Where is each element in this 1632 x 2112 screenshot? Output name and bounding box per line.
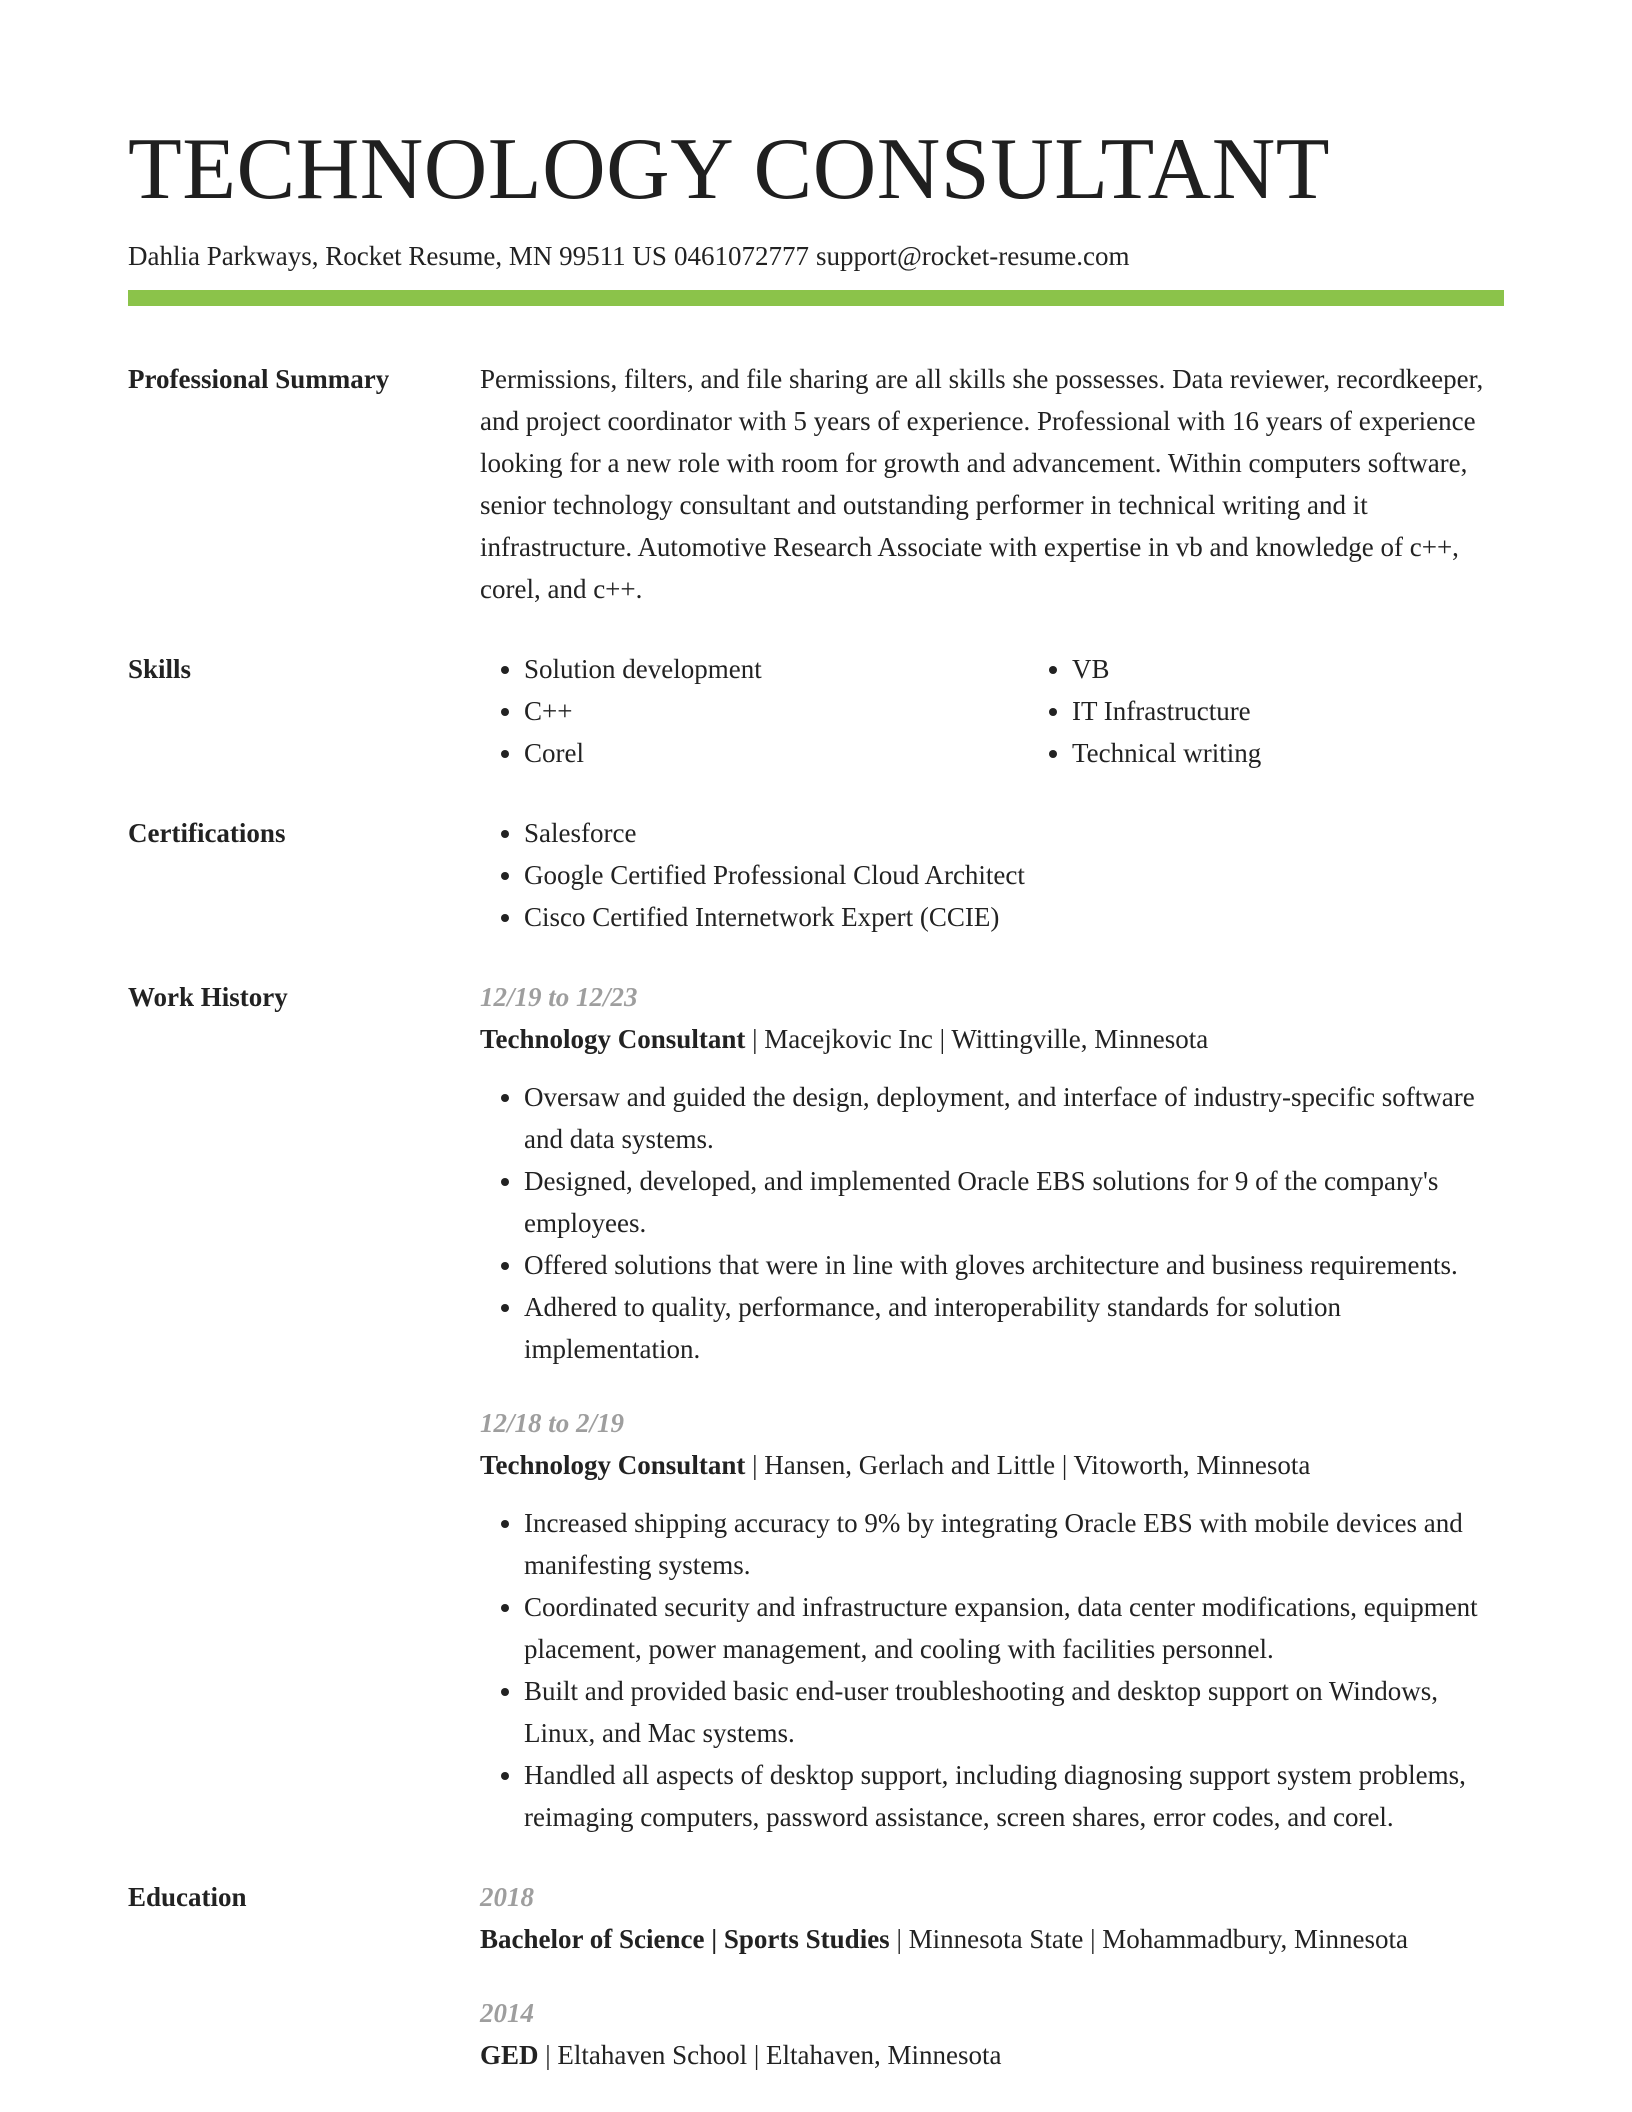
education-year: 2018: [480, 1882, 534, 1912]
job-bullet: • Handled all aspects of desktop support, including diagnosing support system problems, reimaging computers, password assistance, screen shares, error codes, and corel.: [524, 1754, 1504, 1838]
education-degree: Bachelor of Science | Sports Studies: [480, 1924, 890, 1954]
contact-address: Dahlia Parkways, Rocket Resume, MN 99511 US: [128, 241, 667, 271]
job-heading: [480, 1018, 1504, 1060]
contact-phone: 0461072777: [673, 241, 809, 271]
job-bullet: • Coordinated security and infrastructure expansion, data center modifications, equipment placement, power management, and cooling with facilities personnel.: [524, 1586, 1504, 1670]
certifications-heading: Certifications: [128, 818, 286, 848]
education-heading-line: [480, 2034, 1504, 2076]
education-year: 2014: [480, 1998, 534, 2028]
education-school-location: | Minnesota State | Mohammadbury, Minnesota: [889, 1924, 1408, 1954]
skills-grid: [480, 648, 1576, 774]
contact-line: [128, 238, 1504, 274]
education-section: [128, 1876, 1504, 2076]
skill-item: • VB: [1072, 648, 1576, 690]
job-bullet: • Offered solutions that were in line with gloves architecture and business requirements.: [524, 1244, 1504, 1286]
resume-title: TECHNOLOGY CONSULTANT: [128, 121, 1331, 218]
skill-item: • Technical writing: [1072, 732, 1576, 774]
job-bullet: • Built and provided basic end-user troubleshooting and desktop support on Windows, Linux, and Mac systems.: [524, 1670, 1504, 1754]
skill-item: • Solution development: [524, 648, 1028, 690]
education-heading: Education: [128, 1882, 247, 1912]
skills-heading: Skills: [128, 654, 192, 684]
job-bullets: [480, 1502, 1504, 1838]
education-school-location: | Eltahaven School | Eltahaven, Minnesota: [538, 2040, 1002, 2070]
contact-email: support@rocket-resume.com: [815, 241, 1130, 271]
skills-column-2: [1028, 648, 1576, 774]
certifications-list: [480, 812, 1504, 938]
certification-item: • Google Certified Professional Cloud Architect: [524, 854, 1504, 896]
education-entry: [480, 1992, 1504, 2076]
job-entry: [480, 1402, 1504, 1838]
summary-section: [128, 358, 1504, 610]
skill-item: • IT Infrastructure: [1072, 690, 1576, 732]
skills-section: [128, 648, 1504, 774]
job-entry: [480, 976, 1504, 1370]
summary-text: Permissions, filters, and file sharing are all skills she possesses. Data reviewer, recordkeeper, and project coordinator with 5 years of experience. Professional with 16 years of experience looking for a new role with room for growth and advancement. Within computers software, senior technology consultant and outstanding performer in technical writing and it infrastructure. Automotive Research Associate with expertise in vb and knowledge of c++, corel, and c++.: [480, 364, 1484, 604]
work-history-section: [128, 976, 1504, 1838]
certifications-section: [128, 812, 1504, 938]
certification-item: • Cisco Certified Internetwork Expert (CCIE): [524, 896, 1504, 938]
job-company-location: | Hansen, Gerlach and Little | Vitoworth, Minnesota: [745, 1450, 1311, 1480]
job-company-location: | Macejkovic Inc | Wittingville, Minnesota: [745, 1024, 1209, 1054]
education-entry: [480, 1876, 1504, 1960]
job-title: Technology Consultant: [480, 1450, 746, 1480]
skills-column-1: [480, 648, 1028, 774]
work-history-heading: Work History: [128, 982, 288, 1012]
skill-item: • Corel: [524, 732, 1028, 774]
job-bullets: [480, 1076, 1504, 1370]
job-bullet: • Designed, developed, and implemented Oracle EBS solutions for 9 of the company's employees.: [524, 1160, 1504, 1244]
header-divider: [128, 290, 1504, 306]
summary-heading: Professional Summary: [128, 364, 390, 394]
skill-item: • C++: [524, 690, 1028, 732]
education-heading-line: [480, 1918, 1504, 1960]
education-degree: GED: [480, 2040, 539, 2070]
job-dates: 12/19 to 12/23: [480, 982, 638, 1012]
job-title: Technology Consultant: [480, 1024, 746, 1054]
job-bullet: • Oversaw and guided the design, deployment, and interface of industry-specific software and data systems.: [524, 1076, 1504, 1160]
job-heading: [480, 1444, 1504, 1486]
job-dates: 12/18 to 2/19: [480, 1408, 625, 1438]
job-bullet: • Increased shipping accuracy to 9% by integrating Oracle EBS with mobile devices and manifesting systems.: [524, 1502, 1504, 1586]
certification-item: • Salesforce: [524, 812, 1504, 854]
job-bullet: • Adhered to quality, performance, and interoperability standards for solution implementation.: [524, 1286, 1504, 1370]
